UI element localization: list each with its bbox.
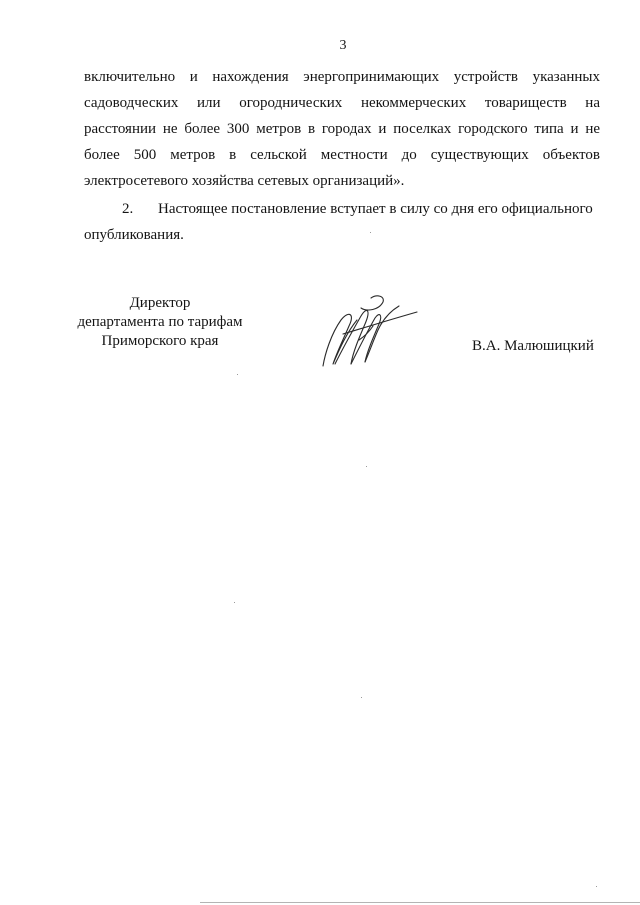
- text-line: включительно и нахождения энергопринимающих устройств указанных: [84, 69, 600, 85]
- signatory-title-line: департамента по тарифам: [77, 314, 243, 330]
- scan-speck: [370, 232, 371, 233]
- signatory-title-line: Директор: [129, 295, 191, 311]
- scan-speck: [237, 374, 238, 375]
- text-line: Настоящее постановление вступает в силу со дня его официального: [158, 201, 593, 217]
- body-paragraph-1: [84, 64, 600, 194]
- text-line: электросетевого хозяйства сетевых организаций».: [84, 173, 405, 189]
- text-line: опубликования.: [84, 227, 184, 243]
- page-number: 3: [339, 38, 347, 53]
- signatory-title: [70, 294, 250, 351]
- body-paragraph-2: [84, 196, 600, 248]
- scan-speck: [366, 466, 367, 467]
- signatory-title-line: Приморского края: [101, 333, 219, 349]
- scan-edge-line: [200, 902, 640, 903]
- scan-speck: [361, 697, 362, 698]
- scan-speck: [596, 886, 597, 887]
- text-line: расстоянии не более 300 метров в городах и поселках городского типа и не: [84, 121, 600, 137]
- text-line: садоводческих или огороднических некоммерческих товариществ на: [84, 95, 600, 111]
- scan-speck: [234, 602, 235, 603]
- paragraph-2-first-line: [84, 196, 600, 222]
- signatory-name: В.А. Малюшицкий: [472, 338, 594, 354]
- text-line: более 500 метров в сельской местности до существующих объектов: [84, 147, 600, 163]
- handwritten-signature: [313, 290, 423, 370]
- item-number: 2.: [122, 201, 134, 217]
